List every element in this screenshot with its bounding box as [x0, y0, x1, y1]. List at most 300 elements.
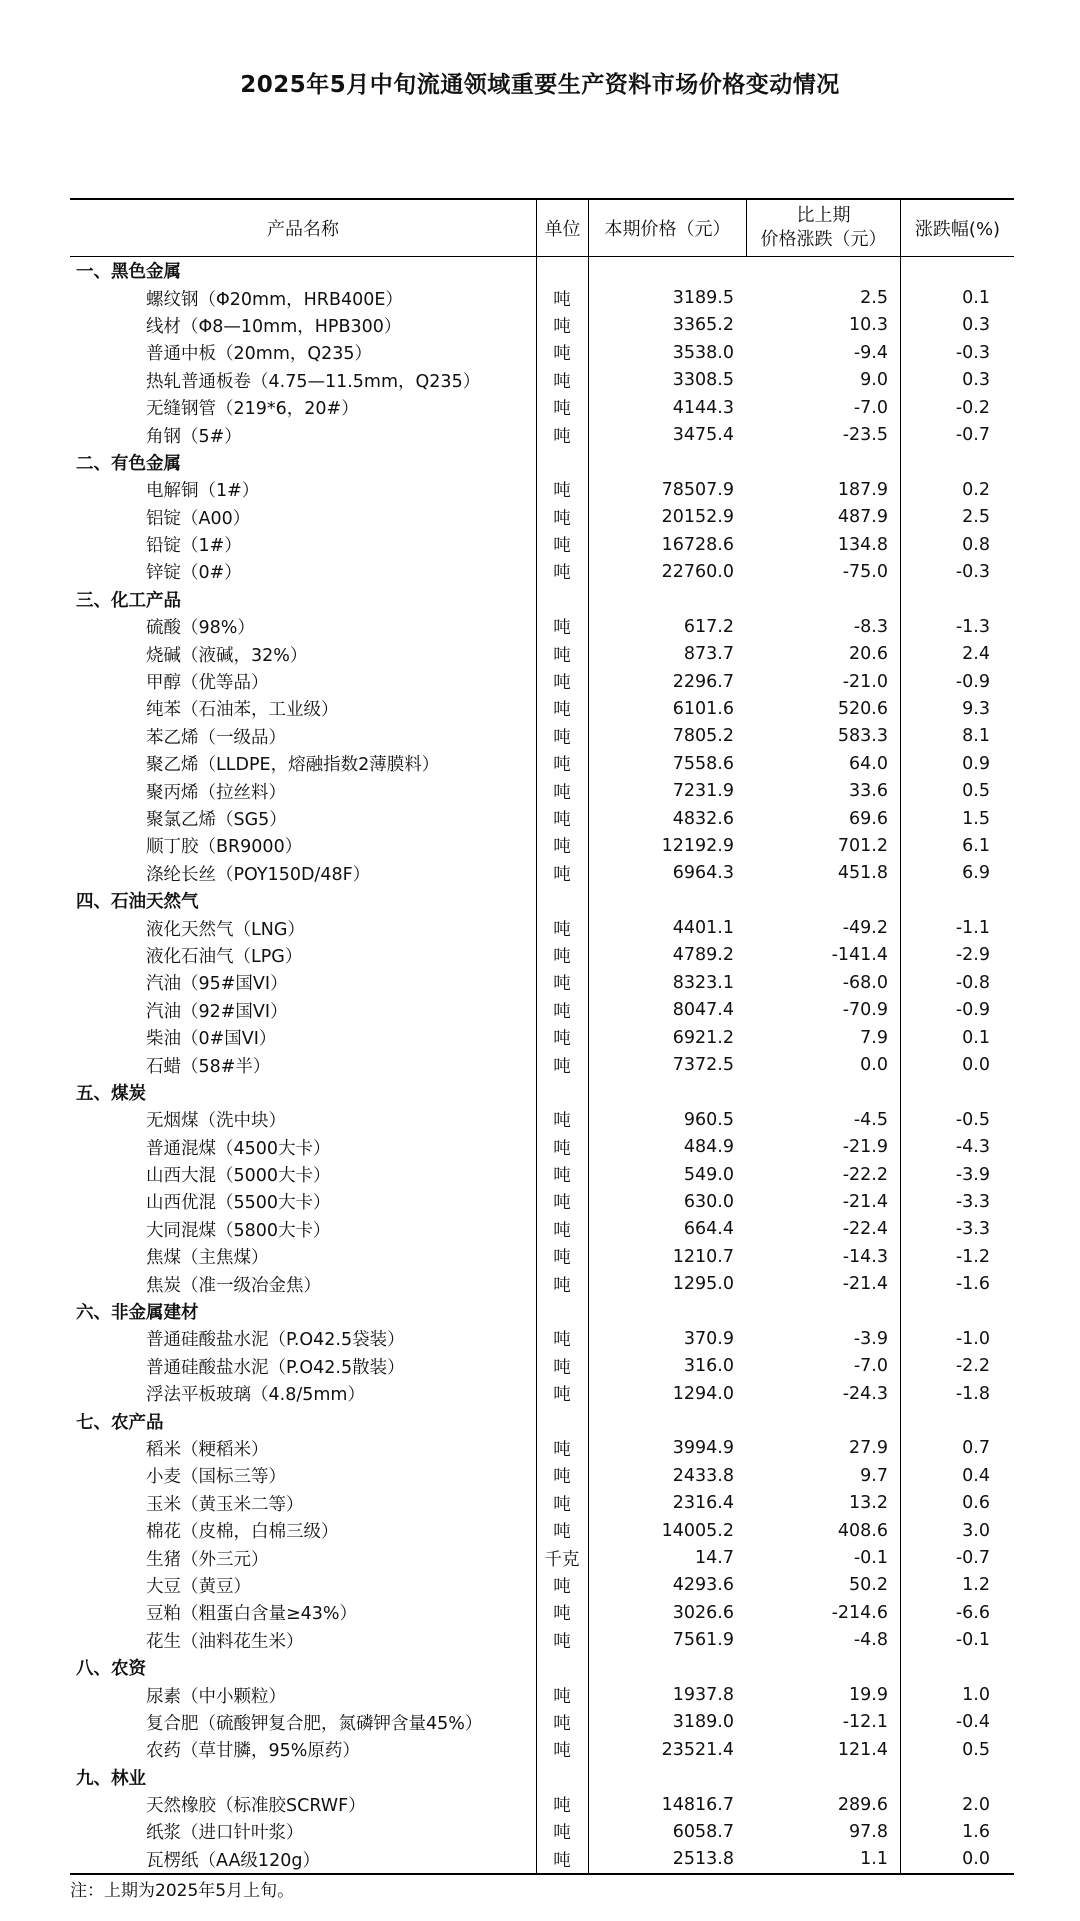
price-change-cell: 9.7 [860, 1465, 888, 1486]
product-name-cell: 生猪（外三元） [146, 1549, 269, 1570]
table-row [70, 1353, 1014, 1380]
unit-cell: 吨 [553, 316, 571, 337]
product-name-cell: 大同混煤（5800大卡） [146, 1220, 331, 1241]
price-change-cell: 289.6 [837, 1794, 888, 1815]
product-name-cell: 焦煤（主焦煤） [146, 1248, 269, 1269]
product-name-cell: 普通混煤（4500大卡） [146, 1138, 331, 1159]
unit-cell: 吨 [553, 1713, 571, 1734]
unit-cell: 吨 [553, 563, 571, 584]
change-percent-cell: -1.3 [955, 616, 990, 637]
table-row [70, 1188, 1014, 1215]
current-price-cell: 1210.7 [672, 1246, 734, 1267]
price-change-cell: -3.9 [853, 1328, 888, 1349]
change-percent-cell: -0.7 [955, 1548, 990, 1569]
price-change-cell: 27.9 [849, 1438, 888, 1459]
current-price-cell: 316.0 [683, 1356, 734, 1377]
unit-cell: 吨 [553, 1220, 571, 1241]
unit-cell: 吨 [553, 645, 571, 666]
price-change-cell: -14.3 [842, 1246, 888, 1267]
current-price-cell: 7805.2 [672, 726, 734, 747]
change-percent-cell: -3.9 [955, 1164, 990, 1185]
current-price-cell: 23521.4 [661, 1739, 734, 1760]
table-row [70, 504, 1014, 531]
table-row [70, 1681, 1014, 1708]
unit-cell: 吨 [553, 1439, 571, 1460]
price-change-cell: -21.0 [842, 671, 888, 692]
unit-cell: 吨 [553, 481, 571, 502]
table-row [70, 394, 1014, 421]
unit-cell: 吨 [553, 1823, 571, 1844]
price-change-cell: -22.2 [842, 1164, 888, 1185]
product-name-cell: 线材（Φ8—10mm，HPB300） [146, 316, 402, 337]
price-change-cell: 9.0 [860, 370, 888, 391]
category-row [70, 257, 1014, 284]
current-price-cell: 2513.8 [672, 1849, 734, 1870]
table-row [70, 832, 1014, 859]
current-price-cell: 1295.0 [672, 1274, 734, 1295]
category-row [70, 1079, 1014, 1106]
table-row [70, 1106, 1014, 1133]
unit-cell: 吨 [553, 1796, 571, 1817]
price-change-cell: 13.2 [849, 1493, 888, 1514]
table-row [70, 1051, 1014, 1078]
price-change-cell: -7.0 [853, 397, 888, 418]
product-name-cell: 液化石油气（LPG） [146, 946, 303, 967]
unit-cell: 吨 [553, 508, 571, 529]
table-row [70, 1325, 1014, 1352]
unit-cell: 吨 [553, 755, 571, 776]
unit-cell: 吨 [553, 536, 571, 557]
category-row [70, 449, 1014, 476]
price-change-cell: 64.0 [849, 753, 888, 774]
table-row [70, 1818, 1014, 1845]
table-row [70, 695, 1014, 722]
product-name-cell: 硫酸（98%） [146, 618, 255, 639]
price-change-cell: -21.4 [842, 1274, 888, 1295]
product-name-cell: 花生（油料花生米） [146, 1631, 304, 1652]
change-percent-cell: -0.3 [955, 342, 990, 363]
product-name-cell: 普通硅酸盐水泥（P.O42.5袋装） [146, 1330, 405, 1351]
price-change-cell: 97.8 [849, 1821, 888, 1842]
current-price-cell: 2433.8 [672, 1465, 734, 1486]
product-name-cell: 稻米（粳稻米） [146, 1439, 269, 1460]
change-percent-cell: 0.4 [962, 1465, 990, 1486]
change-percent-cell: -0.1 [955, 1630, 990, 1651]
product-name-cell: 普通硅酸盐水泥（P.O42.5散装） [146, 1357, 405, 1378]
price-change-cell: 20.6 [849, 644, 888, 665]
product-name-cell: 普通中板（20mm，Q235） [146, 344, 373, 365]
change-percent-cell: 0.3 [962, 315, 990, 336]
price-change-cell: -8.3 [853, 616, 888, 637]
product-name-cell: 顺丁胶（BR9000） [146, 837, 303, 858]
current-price-cell: 2296.7 [672, 671, 734, 692]
table-row [70, 969, 1014, 996]
table-row [70, 613, 1014, 640]
price-change-cell: 121.4 [837, 1739, 888, 1760]
unit-cell: 吨 [553, 1385, 571, 1406]
price-change-cell: 408.6 [837, 1520, 888, 1541]
change-percent-cell: 1.5 [962, 808, 990, 829]
table-row [70, 1270, 1014, 1297]
change-percent-cell: 8.1 [962, 726, 990, 747]
product-name-cell: 热轧普通板卷（4.75—11.5mm，Q235） [146, 371, 481, 392]
product-name-cell: 豆粕（粗蛋白含量≥43%） [146, 1604, 358, 1625]
current-price-cell: 7231.9 [672, 781, 734, 802]
change-percent-cell: -0.8 [955, 972, 990, 993]
product-name-cell: 玉米（黄玉米二等） [146, 1494, 304, 1515]
product-name-cell: 聚乙烯（LLDPE，熔融指数2薄膜料） [146, 755, 440, 776]
current-price-cell: 3538.0 [672, 342, 734, 363]
product-name-cell: 汽油（92#国VI） [146, 1001, 288, 1022]
price-change-cell: 69.6 [849, 808, 888, 829]
table-row [70, 312, 1014, 339]
change-percent-cell: 3.0 [962, 1520, 990, 1541]
price-change-cell: 50.2 [849, 1575, 888, 1596]
product-name-cell: 烧碱（液碱，32%） [146, 645, 308, 666]
header-price-change-line1: 比上期 [796, 205, 851, 226]
price-change-cell: -4.8 [853, 1630, 888, 1651]
unit-cell: 吨 [553, 1138, 571, 1159]
current-price-cell: 4789.2 [672, 945, 734, 966]
table-row [70, 805, 1014, 832]
table-row [70, 1161, 1014, 1188]
change-percent-cell: 0.0 [962, 1849, 990, 1870]
unit-cell: 吨 [553, 289, 571, 310]
change-percent-cell: 0.3 [962, 370, 990, 391]
category-row [70, 1407, 1014, 1434]
unit-cell: 吨 [553, 1467, 571, 1488]
table-row [70, 1627, 1014, 1654]
unit-cell: 吨 [553, 1166, 571, 1187]
price-change-cell: -75.0 [842, 561, 888, 582]
table-row [70, 531, 1014, 558]
price-table [70, 198, 1014, 1875]
unit-cell: 吨 [553, 1604, 571, 1625]
price-change-cell: 7.9 [860, 1027, 888, 1048]
product-name-cell: 一、黑色金属 [76, 262, 181, 283]
change-percent-cell: 0.1 [962, 1027, 990, 1048]
unit-cell: 吨 [553, 1330, 571, 1351]
table-row [70, 1024, 1014, 1051]
change-percent-cell: -0.4 [955, 1712, 990, 1733]
table-row [70, 476, 1014, 503]
product-name-cell: 四、石油天然气 [76, 892, 199, 913]
table-row [70, 421, 1014, 448]
current-price-cell: 3365.2 [672, 315, 734, 336]
product-name-cell: 大豆（黄豆） [146, 1576, 251, 1597]
product-name-cell: 纸浆（进口针叶浆） [146, 1823, 304, 1844]
unit-cell: 吨 [553, 1111, 571, 1132]
product-name-cell: 尿素（中小颗粒） [146, 1686, 286, 1707]
product-name-cell: 二、有色金属 [76, 453, 181, 474]
product-name-cell: 山西优混（5500大卡） [146, 1193, 331, 1214]
table-row [70, 558, 1014, 585]
header-current-price: 本期价格（元） [588, 200, 746, 256]
product-name-cell: 复合肥（硫酸钾复合肥，氮磷钾含量45%） [146, 1713, 483, 1734]
current-price-cell: 3026.6 [672, 1602, 734, 1623]
unit-cell: 吨 [553, 1357, 571, 1378]
change-percent-cell: 1.2 [962, 1575, 990, 1596]
unit-cell: 吨 [553, 810, 571, 830]
unit-cell: 吨 [553, 1029, 571, 1050]
current-price-cell: 8047.4 [672, 1000, 734, 1021]
table-row [70, 668, 1014, 695]
unit-cell: 吨 [553, 371, 571, 392]
change-percent-cell: 1.6 [962, 1821, 990, 1842]
price-change-cell: -9.4 [853, 342, 888, 363]
change-percent-cell: -3.3 [955, 1219, 990, 1240]
table-row [70, 1736, 1014, 1763]
unit-cell: 吨 [553, 1248, 571, 1269]
price-change-cell: -21.9 [842, 1137, 888, 1158]
table-row [70, 723, 1014, 750]
unit-cell: 千克 [544, 1549, 580, 1570]
current-price-cell: 12192.9 [661, 835, 734, 856]
product-name-cell: 农药（草甘膦，95%原药） [146, 1741, 360, 1762]
table-row [70, 1490, 1014, 1517]
table-row [70, 1462, 1014, 1489]
product-name-cell: 聚丙烯（拉丝料） [146, 782, 286, 803]
current-price-cell: 3189.0 [672, 1712, 734, 1733]
current-price-cell: 3994.9 [672, 1438, 734, 1459]
table-row [70, 777, 1014, 804]
change-percent-cell: 0.5 [962, 1739, 990, 1760]
table-row [70, 1243, 1014, 1270]
current-price-cell: 3189.5 [672, 288, 734, 309]
current-price-cell: 7561.9 [672, 1630, 734, 1651]
current-price-cell: 4832.6 [672, 808, 734, 829]
column-divider [900, 257, 901, 1873]
product-name-cell: 八、农资 [76, 1659, 146, 1680]
price-change-cell: -68.0 [842, 972, 888, 993]
unit-cell: 吨 [553, 1741, 571, 1762]
product-name-cell: 聚氯乙烯（SG5） [146, 810, 287, 830]
table-header [70, 200, 1014, 257]
unit-cell: 吨 [553, 864, 571, 885]
product-name-cell: 甲醇（优等品） [146, 673, 269, 694]
current-price-cell: 4144.3 [672, 397, 734, 418]
table-row [70, 640, 1014, 667]
change-percent-cell: -0.9 [955, 1000, 990, 1021]
category-row [70, 887, 1014, 914]
current-price-cell: 6921.2 [672, 1027, 734, 1048]
change-percent-cell: -6.6 [955, 1602, 990, 1623]
product-name-cell: 液化天然气（LNG） [146, 919, 305, 940]
product-name-cell: 三、化工产品 [76, 590, 181, 611]
category-row [70, 1763, 1014, 1790]
product-name-cell: 涤纶长丝（POY150D/48F） [146, 864, 371, 885]
product-name-cell: 石蜡（58#半） [146, 1056, 271, 1077]
table-row [70, 1517, 1014, 1544]
unit-cell: 吨 [553, 673, 571, 694]
unit-cell: 吨 [553, 618, 571, 639]
current-price-cell: 370.9 [683, 1328, 734, 1349]
current-price-cell: 7372.5 [672, 1055, 734, 1076]
change-percent-cell: -0.3 [955, 561, 990, 582]
price-change-cell: 583.3 [837, 726, 888, 747]
current-price-cell: 3475.4 [672, 425, 734, 446]
product-name-cell: 五、煤炭 [76, 1083, 146, 1104]
change-percent-cell: 0.8 [962, 534, 990, 555]
change-percent-cell: 0.1 [962, 288, 990, 309]
change-percent-cell: -1.1 [955, 918, 990, 939]
price-change-cell: -49.2 [842, 918, 888, 939]
unit-cell: 吨 [553, 782, 571, 803]
product-name-cell: 瓦楞纸（AA级120g） [146, 1850, 320, 1871]
price-change-cell: -21.4 [842, 1191, 888, 1212]
unit-cell: 吨 [553, 946, 571, 967]
current-price-cell: 960.5 [683, 1109, 734, 1130]
product-name-cell: 山西大混（5000大卡） [146, 1166, 331, 1187]
table-row [70, 914, 1014, 941]
table-row [70, 1134, 1014, 1161]
table-row [70, 1380, 1014, 1407]
current-price-cell: 549.0 [683, 1164, 734, 1185]
product-name-cell: 无烟煤（洗中块） [146, 1111, 286, 1132]
product-name-cell: 电解铜（1#） [146, 481, 260, 502]
unit-cell: 吨 [553, 700, 571, 721]
unit-cell: 吨 [553, 1056, 571, 1077]
price-change-cell: 0.0 [860, 1055, 888, 1076]
current-price-cell: 4401.1 [672, 918, 734, 939]
current-price-cell: 20152.9 [661, 507, 734, 528]
table-row [70, 942, 1014, 969]
current-price-cell: 630.0 [683, 1191, 734, 1212]
change-percent-cell: -4.3 [955, 1137, 990, 1158]
product-name-cell: 锌锭（0#） [146, 563, 242, 584]
change-percent-cell: 1.0 [962, 1685, 990, 1705]
unit-cell: 吨 [553, 727, 571, 748]
column-divider [588, 257, 589, 1873]
change-percent-cell: 0.7 [962, 1438, 990, 1459]
header-unit: 单位 [536, 200, 588, 256]
unit-cell: 吨 [553, 344, 571, 365]
footnote: 注：上期为2025年5月上旬。 [70, 1881, 295, 1901]
unit-cell: 吨 [553, 1494, 571, 1515]
current-price-cell: 6101.6 [672, 698, 734, 719]
product-name-cell: 汽油（95#国VI） [146, 974, 288, 995]
change-percent-cell: 2.4 [962, 644, 990, 665]
table-body [70, 257, 1014, 1873]
unit-cell: 吨 [553, 1576, 571, 1597]
price-change-cell: -141.4 [831, 945, 888, 966]
table-row [70, 1709, 1014, 1736]
header-price-change-line2: 价格涨跌（元） [760, 229, 887, 250]
change-percent-cell: 2.5 [962, 507, 990, 528]
price-change-cell: -23.5 [842, 425, 888, 446]
current-price-cell: 873.7 [683, 644, 734, 665]
change-percent-cell: -0.7 [955, 425, 990, 446]
price-change-cell: -70.9 [842, 1000, 888, 1021]
unit-cell: 吨 [553, 1522, 571, 1543]
change-percent-cell: -3.3 [955, 1191, 990, 1212]
product-name-cell: 焦炭（准一级冶金焦） [146, 1275, 321, 1296]
table-row [70, 367, 1014, 394]
category-row [70, 1654, 1014, 1681]
change-percent-cell: 0.0 [962, 1055, 990, 1076]
category-row [70, 1298, 1014, 1325]
price-change-cell: 701.2 [837, 835, 888, 856]
table-row [70, 1599, 1014, 1626]
change-percent-cell: 0.5 [962, 781, 990, 802]
change-percent-cell: 0.2 [962, 479, 990, 500]
table-row [70, 1791, 1014, 1818]
table-row [70, 339, 1014, 366]
unit-cell: 吨 [553, 426, 571, 447]
unit-cell: 吨 [553, 1686, 571, 1707]
table-row [70, 284, 1014, 311]
unit-cell: 吨 [553, 1850, 571, 1871]
current-price-cell: 6058.7 [672, 1821, 734, 1842]
price-change-cell: 451.8 [837, 863, 888, 884]
change-percent-cell: 0.6 [962, 1493, 990, 1514]
price-change-cell: -7.0 [853, 1356, 888, 1377]
unit-cell: 吨 [553, 919, 571, 940]
current-price-cell: 3308.5 [672, 370, 734, 391]
product-name-cell: 六、非金属建材 [76, 1303, 199, 1324]
product-name-cell: 铅锭（1#） [146, 536, 242, 557]
table-row [70, 1544, 1014, 1571]
current-price-cell: 2316.4 [672, 1493, 734, 1514]
page-title: 2025年5月中旬流通领域重要生产资料市场价格变动情况 [240, 72, 840, 98]
product-name-cell: 天然橡胶（标准胶SCRWF） [146, 1796, 366, 1817]
table-row [70, 1435, 1014, 1462]
change-percent-cell: 0.9 [962, 753, 990, 774]
change-percent-cell: 6.9 [962, 863, 990, 884]
change-percent-cell: -2.2 [955, 1356, 990, 1377]
current-price-cell: 6964.3 [672, 863, 734, 884]
price-change-cell: -0.1 [853, 1548, 888, 1569]
current-price-cell: 4293.6 [672, 1575, 734, 1596]
price-change-cell: 187.9 [837, 479, 888, 500]
unit-cell: 吨 [553, 1001, 571, 1022]
change-percent-cell: -1.6 [955, 1274, 990, 1295]
price-change-cell: -4.5 [853, 1109, 888, 1130]
price-change-cell: 2.5 [860, 288, 888, 309]
price-change-cell: 134.8 [837, 534, 888, 555]
current-price-cell: 484.9 [683, 1137, 734, 1158]
price-change-cell: 19.9 [849, 1685, 888, 1705]
product-name-cell: 柴油（0#国VI） [146, 1029, 277, 1050]
change-percent-cell: -2.9 [955, 945, 990, 966]
change-percent-cell: -1.2 [955, 1246, 990, 1267]
current-price-cell: 16728.6 [661, 534, 734, 555]
product-name-cell: 角钢（5#） [146, 426, 242, 447]
product-name-cell: 九、林业 [76, 1768, 146, 1789]
price-change-cell: -214.6 [831, 1602, 888, 1623]
current-price-cell: 1294.0 [672, 1383, 734, 1404]
current-price-cell: 664.4 [683, 1219, 734, 1240]
product-name-cell: 铝锭（A00） [146, 508, 251, 529]
price-change-cell: 487.9 [837, 507, 888, 528]
product-name-cell: 棉花（皮棉，白棉三级） [146, 1522, 339, 1543]
table-row [70, 1216, 1014, 1243]
change-percent-cell: -0.9 [955, 671, 990, 692]
change-percent-cell: 6.1 [962, 835, 990, 856]
product-name-cell: 苯乙烯（一级品） [146, 727, 286, 748]
price-change-cell: -12.1 [842, 1712, 888, 1733]
change-percent-cell: -0.2 [955, 397, 990, 418]
current-price-cell: 617.2 [683, 616, 734, 637]
product-name-cell: 浮法平板玻璃（4.8/5mm） [146, 1385, 365, 1406]
product-name-cell: 小麦（国标三等） [146, 1467, 286, 1488]
unit-cell: 吨 [553, 1193, 571, 1214]
price-change-cell: 1.1 [860, 1849, 888, 1870]
change-percent-cell: -1.8 [955, 1383, 990, 1404]
price-change-cell: -22.4 [842, 1219, 888, 1240]
product-name-cell: 七、农产品 [76, 1412, 164, 1433]
category-row [70, 586, 1014, 613]
